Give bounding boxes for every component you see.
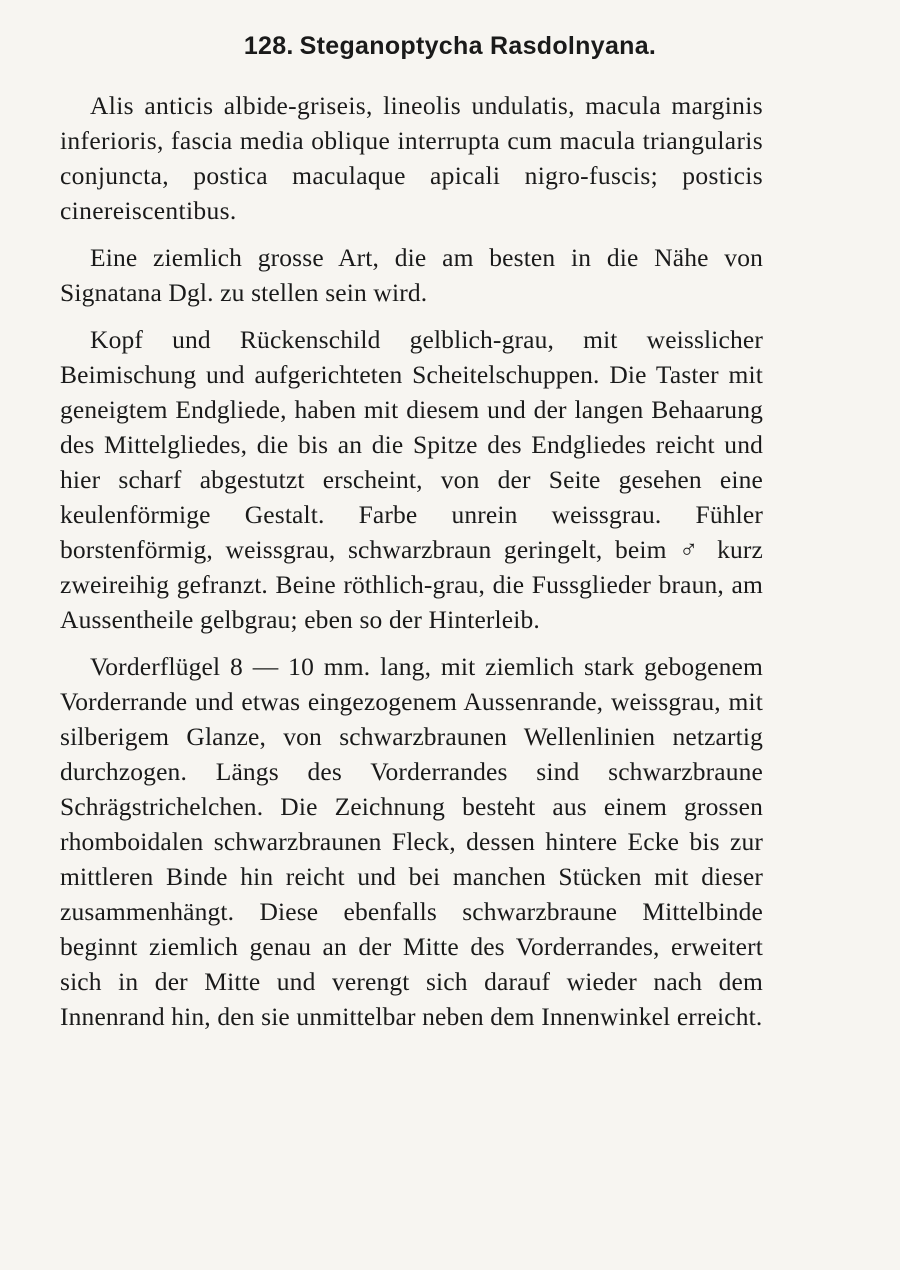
intro-paragraph: Eine ziemlich grosse Art, die am besten in die Nähe von Signatana Dgl. zu stellen sein wird. — [60, 243, 763, 307]
head-description-paragraph: Kopf und Rückenschild gelblich-grau, mit weisslicher Beimischung und aufgerichteten Scheitelschuppen. Die Taster mit geneigtem Endgliede, haben mit diesem und der langen Behaarung des Mittelgliedes, die bis an die Spitze des Endgliedes reicht und hier scharf abgestutzt erscheint, von der Seite gesehen eine keulenförmige Gestalt. Farbe unrein weissgrau. Fühler borstenförmig, weissgrau, schwarzbraun geringelt, beim ♂ kurz zweireihig gefranzt. Beine röthlich-grau, die Fussglieder braun, am Aussentheile gelbgrau; eben so der Hinterleib. — [60, 325, 763, 634]
page-number: 128. — [243, 32, 294, 60]
body-text — [60, 88, 763, 1046]
species-title: Steganoptycha Rasdolnyana. — [299, 32, 657, 60]
latin-diagnosis-paragraph: Alis anticis albide-griseis, lineolis undulatis, macula marginis inferioris, fascia media oblique interrupta cum macula triangularis conjuncta, postica maculaque apicali nigro-fuscis; posticis cinereiscentibus. — [60, 91, 763, 225]
page-heading — [0, 32, 900, 61]
forewing-description-paragraph: Vorderflügel 8 — 10 mm. lang, mit ziemlich stark gebogenem Vorderrande und etwas eingezogenem Aussenrande, weissgrau, mit silberigem Glanze, von schwarzbraunen Wellenlinien netzartig durchzogen. Längs des Vorderrandes sind schwarzbraune Schrägstrichelchen. Die Zeichnung besteht aus einem grossen rhomboidalen schwarzbraunen Fleck, dessen hintere Ecke bis zur mittleren Binde hin reicht und bei manchen Stücken mit dieser zusammenhängt. Diese ebenfalls schwarzbraune Mittelbinde beginnt ziemlich genau an der Mitte des Vorderrandes, erweitert sich in der Mitte und verengt sich darauf wieder nach dem Innenrand hin, den sie unmittelbar neben dem Innenwinkel erreicht. — [60, 652, 763, 1031]
